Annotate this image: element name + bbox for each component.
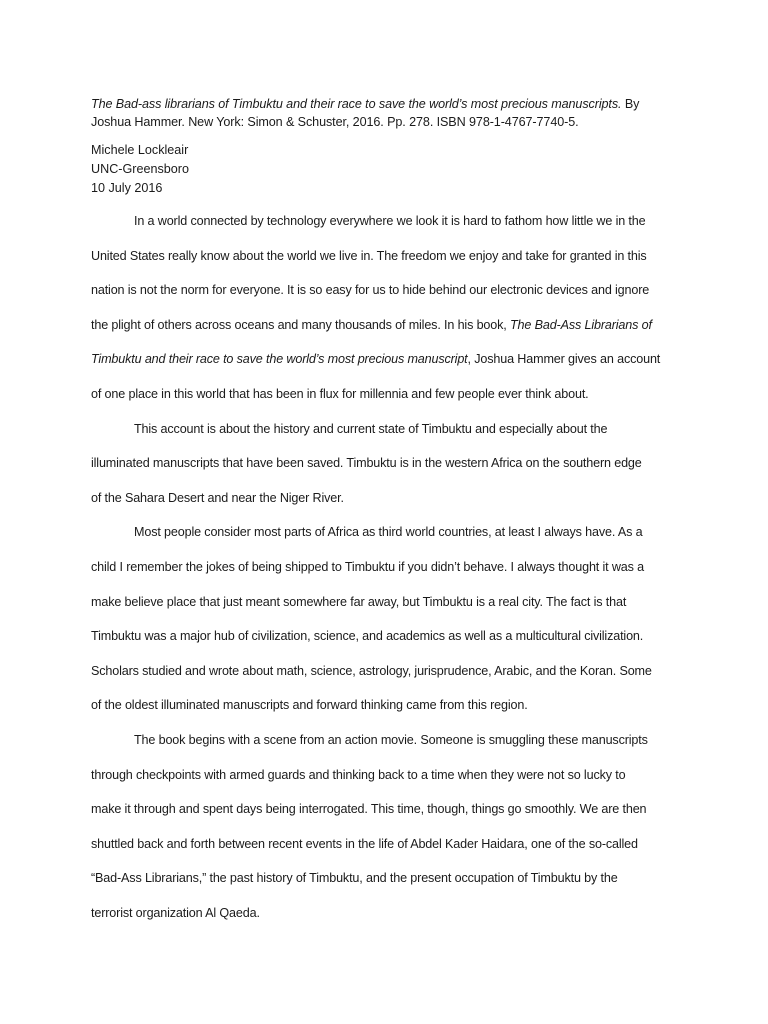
text-line xyxy=(91,316,691,351)
paragraph-4 xyxy=(91,731,691,939)
text-line: through checkpoints with armed guards and thinking back to a time when they were not so lucky to xyxy=(91,767,626,782)
book-title-inline: The Bad-Ass Librarians of xyxy=(509,317,652,332)
citation-by: By xyxy=(621,97,640,111)
reviewer-info xyxy=(91,141,189,198)
text-line: “Bad-Ass Librarians,” the past history of Timbuktu, and the present occupation of Timbuktu by the xyxy=(91,871,618,886)
text-line: In a world connected by technology everywhere we look it is hard to fathom how little we in the xyxy=(134,214,646,228)
citation-line-2: Joshua Hammer. New York: Simon & Schuster, 2016. Pp. 278. ISBN 978-1-4767-7740-5. xyxy=(91,115,579,129)
book-title: The Bad-ass librarians of Timbuktu and their race to save the world’s most precious manuscripts. xyxy=(91,97,622,111)
book-citation xyxy=(91,95,691,131)
text-segment: the plight of others across oceans and many thousands of miles. In his book, xyxy=(91,317,510,332)
citation-line-1 xyxy=(91,95,691,113)
paragraph-3 xyxy=(91,523,691,731)
text-line: child I remember the jokes of being shipped to Timbuktu if you didn’t behave. I always thought it was a xyxy=(91,559,644,574)
text-line: of the oldest illuminated manuscripts and forward thinking came from this region. xyxy=(91,698,528,713)
text-line: This account is about the history and current state of Timbuktu and especially about the xyxy=(134,421,608,436)
reviewer-name: Michele Lockleair xyxy=(91,143,189,157)
text-line: Timbuktu was a major hub of civilization, science, and academics as well as a multicultural civilization. xyxy=(91,629,644,644)
text-line: make believe place that just meant somewhere far away, but Timbuktu is a real city. The fact is that xyxy=(91,594,627,609)
book-title-inline: Timbuktu and their race to save the world’s most precious manuscript xyxy=(91,352,468,367)
text-line: terrorist organization Al Qaeda. xyxy=(91,905,260,920)
text-line: make it through and spent days being interrogated. This time, though, things go smoothly. We are then xyxy=(91,802,647,817)
text-line: United States really know about the world we live in. The freedom we enjoy and take for granted in this xyxy=(91,248,647,263)
text-line: of one place in this world that has been in flux for millennia and few people ever think about. xyxy=(91,386,589,401)
paragraph-1 xyxy=(91,212,691,420)
text-line: illuminated manuscripts that have been saved. Timbuktu is in the western Africa on the southern edge xyxy=(91,456,642,471)
text-line xyxy=(91,350,691,385)
text-line: The book begins with a scene from an action movie. Someone is smuggling these manuscripts xyxy=(134,732,648,747)
text-line: Scholars studied and wrote about math, science, astrology, jurisprudence, Arabic, and the Koran. Some xyxy=(91,663,652,678)
paragraph-2 xyxy=(91,420,691,524)
text-line: of the Sahara Desert and near the Niger River. xyxy=(91,490,344,505)
review-body xyxy=(91,212,691,938)
text-line: Most people consider most parts of Africa as third world countries, at least I always have. As a xyxy=(134,525,643,540)
reviewer-affiliation: UNC-Greensboro xyxy=(91,162,189,176)
text-line: shuttled back and forth between recent events in the life of Abdel Kader Haidara, one of the so-called xyxy=(91,836,638,851)
text-line: nation is not the norm for everyone. It is so easy for us to hide behind our electronic devices and ignore xyxy=(91,283,650,298)
text-segment: , Joshua Hammer gives an account xyxy=(467,352,661,367)
review-date: 10 July 2016 xyxy=(91,181,163,195)
